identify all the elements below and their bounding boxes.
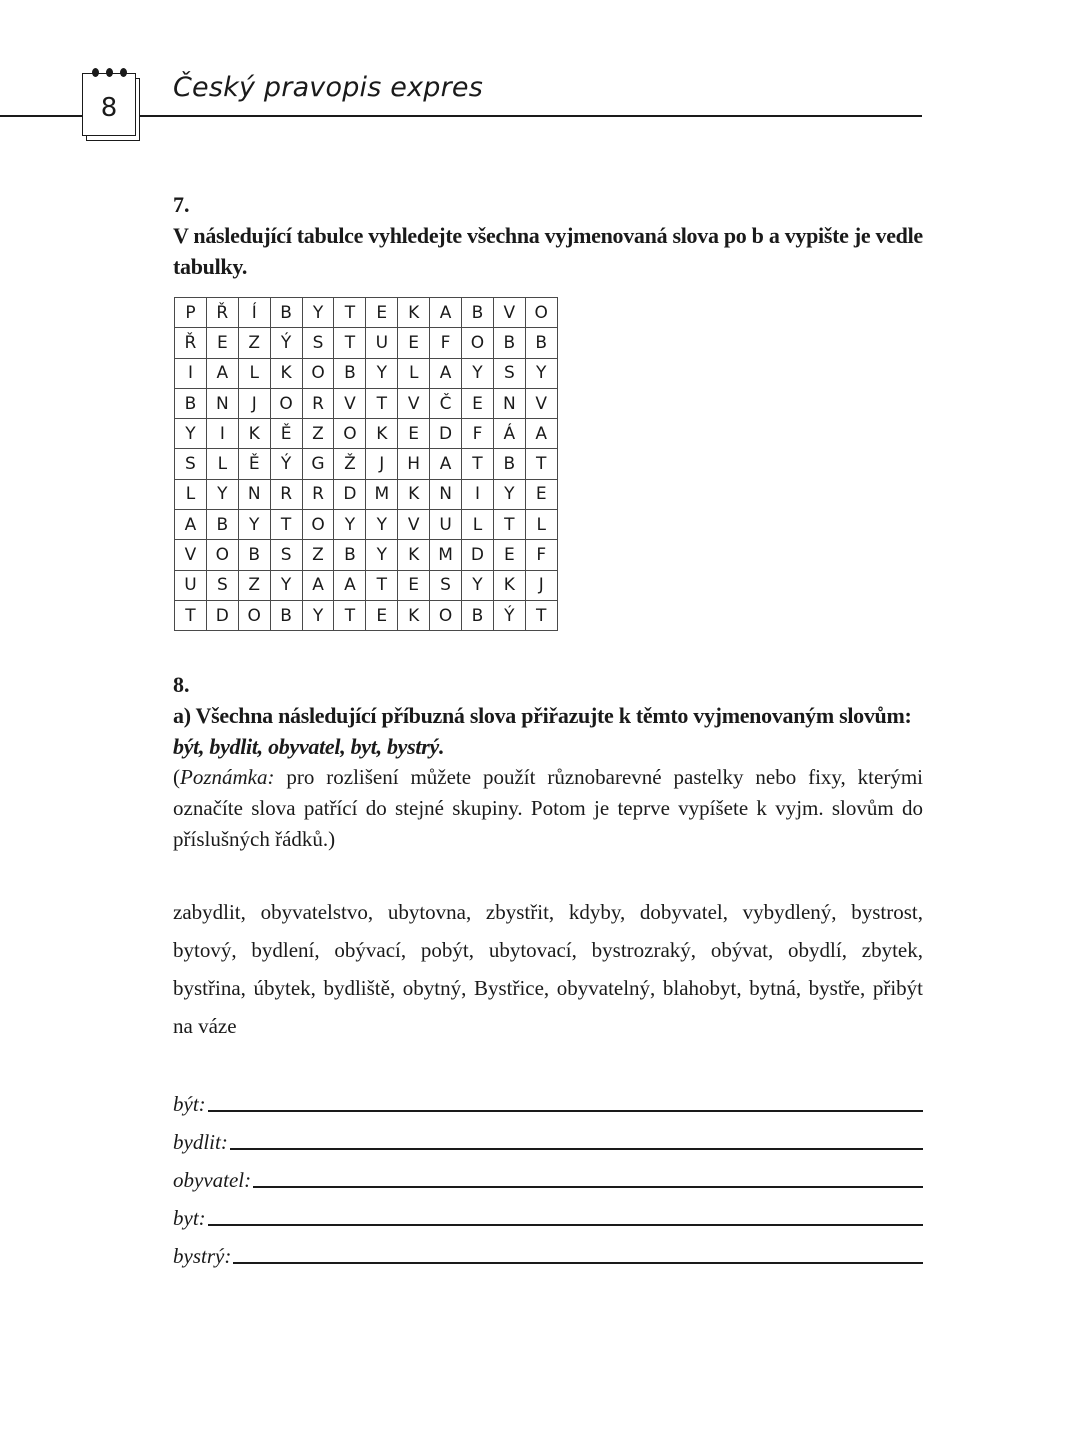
grid-cell: Ě: [270, 419, 302, 449]
grid-cell: O: [334, 419, 366, 449]
grid-cell: L: [175, 479, 207, 509]
grid-cell: N: [430, 479, 462, 509]
grid-cell: T: [334, 328, 366, 358]
grid-row: [175, 388, 558, 418]
answer-label: byt:: [173, 1206, 206, 1230]
grid-cell: F: [462, 419, 494, 449]
grid-cell: Z: [238, 570, 270, 600]
grid-cell: E: [206, 328, 238, 358]
grid-cell: K: [270, 358, 302, 388]
answer-row: [173, 1116, 923, 1154]
grid-cell: Y: [366, 358, 398, 388]
grid-cell: A: [175, 510, 207, 540]
answer-blank-line[interactable]: [253, 1186, 923, 1188]
grid-cell: Č: [430, 388, 462, 418]
grid-cell: A: [302, 570, 334, 600]
grid-cell: O: [462, 328, 494, 358]
grid-cell: T: [525, 600, 557, 630]
grid-cell: K: [398, 298, 430, 328]
grid-cell: F: [430, 328, 462, 358]
grid-cell: Y: [525, 358, 557, 388]
grid-cell: L: [206, 449, 238, 479]
grid-row: [175, 479, 558, 509]
grid-cell: T: [462, 449, 494, 479]
exercise-instruction: V následující tabulce vyhledejte všechna vyjmenovaná slova po b a vypište je vedle tabulky.: [173, 223, 923, 279]
answer-blank-line[interactable]: [208, 1110, 923, 1112]
grid-cell: R: [302, 388, 334, 418]
grid-cell: I: [175, 358, 207, 388]
grid-row: [175, 510, 558, 540]
note-paren: (: [173, 765, 180, 789]
grid-cell: V: [525, 388, 557, 418]
page-number: 8: [100, 92, 118, 123]
answer-blank-line[interactable]: [233, 1262, 923, 1264]
grid-cell: B: [270, 298, 302, 328]
grid-row: [175, 419, 558, 449]
grid-row: [175, 449, 558, 479]
exercise-8: [173, 670, 923, 855]
grid-cell: S: [430, 570, 462, 600]
grid-cell: V: [398, 388, 430, 418]
grid-cell: Y: [302, 298, 334, 328]
grid-cell: Ý: [493, 600, 525, 630]
grid-cell: Z: [302, 419, 334, 449]
grid-cell: R: [302, 479, 334, 509]
grid-cell: B: [462, 298, 494, 328]
grid-cell: D: [206, 600, 238, 630]
grid-cell: U: [175, 570, 207, 600]
grid-cell: K: [366, 419, 398, 449]
exercise-number: 8.: [173, 672, 190, 697]
grid-cell: B: [525, 328, 557, 358]
instruction-words: být, bydlit, obyvatel, byt, bystrý.: [173, 734, 445, 759]
grid-cell: Y: [366, 540, 398, 570]
grid-cell: E: [525, 479, 557, 509]
grid-cell: Y: [206, 479, 238, 509]
grid-cell: S: [206, 570, 238, 600]
exercise-number: 7.: [173, 192, 190, 217]
grid-cell: Z: [302, 540, 334, 570]
grid-cell: B: [493, 328, 525, 358]
grid-cell: O: [270, 388, 302, 418]
grid-cell: L: [398, 358, 430, 388]
grid-cell: A: [430, 298, 462, 328]
grid-cell: F: [525, 540, 557, 570]
grid-cell: T: [334, 600, 366, 630]
grid-cell: E: [398, 328, 430, 358]
grid-cell: G: [302, 449, 334, 479]
grid-cell: V: [493, 298, 525, 328]
grid-cell: Y: [334, 510, 366, 540]
grid-cell: P: [175, 298, 207, 328]
grid-cell: O: [206, 540, 238, 570]
grid-cell: Y: [175, 419, 207, 449]
grid-cell: I: [206, 419, 238, 449]
grid-cell: S: [302, 328, 334, 358]
answer-blank-line[interactable]: [208, 1224, 923, 1226]
grid-cell: T: [270, 510, 302, 540]
grid-cell: Z: [238, 328, 270, 358]
grid-cell: J: [366, 449, 398, 479]
grid-cell: A: [430, 449, 462, 479]
grid-cell: O: [430, 600, 462, 630]
note-label: Poznámka:: [180, 765, 275, 789]
grid-cell: Y: [302, 600, 334, 630]
grid-cell: K: [398, 540, 430, 570]
answer-row: [173, 1230, 923, 1268]
grid-row: [175, 298, 558, 328]
grid-cell: Y: [462, 358, 494, 388]
grid-cell: Ř: [206, 298, 238, 328]
grid-cell: V: [175, 540, 207, 570]
answer-lines: [173, 1078, 923, 1268]
grid-cell: A: [206, 358, 238, 388]
grid-cell: B: [175, 388, 207, 418]
word-list: zabydlit, obyvatelstvo, ubytovna, zbystřit, kdyby, dobyvatel, vybydlený, bystrost, bytový, bydlení, obývací, pobýt, ubytovací, bystrozraký, obývat, obydlí, zbytek, bystřina, úbytek, bydliště, obytný, Bystřice, obyvatelný, blahobyt, bytná, bystře, přibýt na váze: [173, 900, 923, 1038]
grid-cell: J: [525, 570, 557, 600]
grid-row: [175, 570, 558, 600]
page-number-badge: [82, 73, 138, 139]
grid-cell: S: [493, 358, 525, 388]
grid-cell: O: [525, 298, 557, 328]
grid-cell: B: [462, 600, 494, 630]
grid-cell: N: [206, 388, 238, 418]
grid-cell: B: [493, 449, 525, 479]
grid-cell: K: [493, 570, 525, 600]
grid-cell: Ž: [334, 449, 366, 479]
grid-cell: R: [270, 479, 302, 509]
spiral-ring-icon: [92, 68, 99, 77]
spiral-ring-icon: [106, 68, 113, 77]
notepad-icon: [82, 73, 136, 136]
grid-cell: Ý: [270, 449, 302, 479]
grid-cell: B: [334, 540, 366, 570]
grid-cell: V: [398, 510, 430, 540]
grid-cell: I: [462, 479, 494, 509]
answer-label: bydlit:: [173, 1130, 228, 1154]
grid-cell: Y: [366, 510, 398, 540]
grid-cell: T: [175, 600, 207, 630]
answer-row: [173, 1154, 923, 1192]
grid-cell: A: [334, 570, 366, 600]
grid-cell: O: [238, 600, 270, 630]
answer-row: [173, 1078, 923, 1116]
grid-cell: V: [334, 388, 366, 418]
grid-cell: B: [206, 510, 238, 540]
grid-cell: N: [493, 388, 525, 418]
grid-cell: K: [398, 479, 430, 509]
grid-cell: E: [462, 388, 494, 418]
grid-cell: E: [366, 600, 398, 630]
answer-label: bystrý:: [173, 1244, 232, 1268]
exercise-7: [173, 190, 923, 282]
grid-cell: A: [430, 358, 462, 388]
grid-row: [175, 600, 558, 630]
grid-cell: L: [462, 510, 494, 540]
grid-cell: B: [334, 358, 366, 388]
grid-cell: Ý: [270, 328, 302, 358]
grid-cell: D: [334, 479, 366, 509]
grid-cell: T: [334, 298, 366, 328]
grid-cell: Y: [493, 479, 525, 509]
exercise-instruction: [173, 700, 923, 762]
grid-cell: B: [238, 540, 270, 570]
instruction-text: a) Všechna následující příbuzná slova přiřazujte k těmto vyjmenovaným slovům:: [173, 703, 912, 728]
grid-row: [175, 540, 558, 570]
grid-cell: H: [398, 449, 430, 479]
answer-blank-line[interactable]: [230, 1148, 923, 1150]
grid-cell: L: [525, 510, 557, 540]
grid-cell: M: [430, 540, 462, 570]
grid-cell: T: [366, 570, 398, 600]
note-text: pro rozlišení můžete použít různobarevné pastelky nebo fixy, kterými označíte slova patřící do stejné skupiny. Potom je teprve vypíšete k vyjm. slovům do příslušných řádků.): [173, 765, 923, 851]
grid-cell: Í: [238, 298, 270, 328]
grid-cell: Y: [238, 510, 270, 540]
grid-cell: B: [270, 600, 302, 630]
spiral-ring-icon: [120, 68, 127, 77]
grid-cell: Y: [270, 570, 302, 600]
grid-cell: T: [493, 510, 525, 540]
answer-label: být:: [173, 1092, 206, 1116]
grid-cell: S: [175, 449, 207, 479]
grid-cell: Ě: [238, 449, 270, 479]
grid-cell: T: [525, 449, 557, 479]
answer-label: obyvatel:: [173, 1168, 252, 1192]
grid-cell: T: [366, 388, 398, 418]
grid-cell: E: [398, 419, 430, 449]
grid-cell: D: [430, 419, 462, 449]
grid-cell: O: [302, 510, 334, 540]
answer-row: [173, 1192, 923, 1230]
grid-cell: Á: [493, 419, 525, 449]
grid-cell: Ř: [175, 328, 207, 358]
word-search-grid: [174, 297, 558, 631]
grid-cell: O: [302, 358, 334, 388]
grid-row: [175, 358, 558, 388]
grid-cell: K: [238, 419, 270, 449]
grid-cell: E: [398, 570, 430, 600]
grid-cell: E: [493, 540, 525, 570]
grid-cell: M: [366, 479, 398, 509]
grid-cell: N: [238, 479, 270, 509]
exercise-note: [173, 762, 923, 855]
grid-cell: K: [398, 600, 430, 630]
grid-cell: U: [366, 328, 398, 358]
grid-cell: U: [430, 510, 462, 540]
book-title: Český pravopis expres: [173, 72, 484, 103]
grid-cell: L: [238, 358, 270, 388]
grid-cell: Y: [462, 570, 494, 600]
grid-cell: S: [270, 540, 302, 570]
grid-cell: A: [525, 419, 557, 449]
grid-cell: J: [238, 388, 270, 418]
grid-row: [175, 328, 558, 358]
grid-cell: E: [366, 298, 398, 328]
grid-cell: D: [462, 540, 494, 570]
